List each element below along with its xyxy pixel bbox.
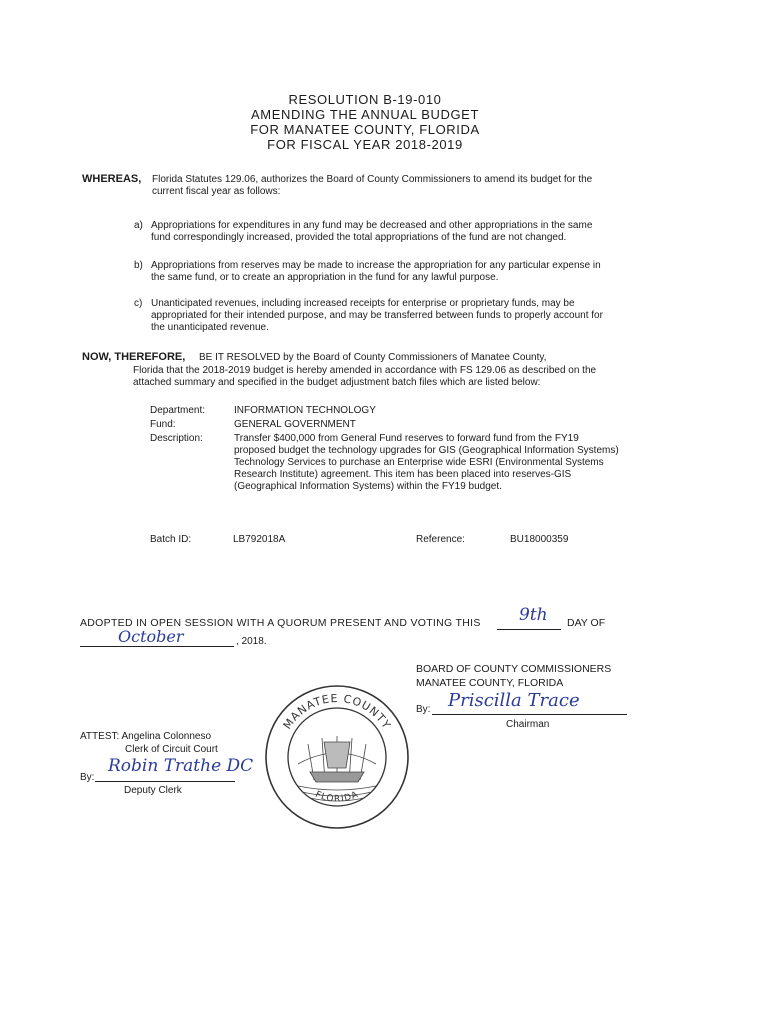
department-label: Department: xyxy=(150,405,206,416)
day-handwritten: 9th xyxy=(519,605,548,625)
description-line-2: proposed budget the technology upgrades for GIS (Geographical Information Systems) xyxy=(234,445,619,456)
now-therefore-line-1: BE IT RESOLVED by the Board of County Commissioners of Manatee County, xyxy=(199,352,547,363)
whereas-line-1: Florida Statutes 129.06, authorizes the Board of County Commissioners to amend its budget for the xyxy=(152,174,593,185)
item-b-line-1: Appropriations from reserves may be made to increase the appropriation for any particular expense in xyxy=(151,260,601,271)
fund-value: GENERAL GOVERNMENT xyxy=(234,419,356,430)
item-c-line-1: Unanticipated revenues, including increased receipts for enterprise or proprietary funds, may be xyxy=(151,298,575,309)
seal-bottom-text: FLORIDA xyxy=(313,789,361,805)
title-line-2: AMENDING THE ANNUAL BUDGET xyxy=(251,107,479,122)
resolution-title xyxy=(0,92,730,152)
description-line-4: Research Institute) agreement. This item has been placed into reserves-GIS xyxy=(234,469,572,480)
day-of-text: DAY OF xyxy=(567,617,606,629)
county-seal xyxy=(262,682,412,832)
board-line-1: BOARD OF COUNTY COMMISSIONERS xyxy=(416,663,612,675)
year-text: , 2018. xyxy=(236,636,267,647)
seal-top-text: MANATEE COUNTY xyxy=(280,691,394,732)
title-line-1: RESOLUTION B-19-010 xyxy=(288,92,442,107)
whereas-label: WHEREAS, xyxy=(82,173,142,185)
adopted-statement: ADOPTED IN OPEN SESSION WITH A QUORUM PRESENT AND VOTING THIS xyxy=(80,617,481,629)
reference-label: Reference: xyxy=(416,534,465,545)
item-a-text xyxy=(151,220,711,244)
description-label: Description: xyxy=(150,433,203,444)
description-text xyxy=(234,433,654,493)
deputy-clerk-signature: Robin Trathe DC xyxy=(108,756,254,776)
title-line-4: FOR FISCAL YEAR 2018-2019 xyxy=(267,137,463,152)
chairman-title: Chairman xyxy=(506,719,550,730)
item-c-marker: c) xyxy=(134,298,143,309)
item-c-line-2: appropriated for their intended purpose, and may be transferred between funds to properly account for xyxy=(151,310,603,321)
month-line xyxy=(80,646,234,647)
item-b-marker: b) xyxy=(134,260,143,271)
batch-id-label: Batch ID: xyxy=(150,534,192,545)
whereas-paragraph xyxy=(152,174,712,198)
description-line-1: Transfer $400,000 from General Fund reserves to forward fund from the FY19 xyxy=(234,433,579,444)
description-line-3: Technology Services to purchase an Enterprise wide ESRI (Environmental Systems xyxy=(234,457,604,468)
deputy-clerk-title: Deputy Clerk xyxy=(124,785,182,796)
attest-line-1: ATTEST: Angelina Colonneso xyxy=(80,731,212,742)
item-c-line-3: the unanticipated revenue. xyxy=(151,322,269,333)
reference-value: BU18000359 xyxy=(510,534,569,545)
now-therefore-label: NOW, THEREFORE, xyxy=(82,351,186,363)
item-a-line-1: Appropriations for expenditures in any fund may be decreased and other appropriations in the same xyxy=(151,220,593,231)
now-therefore-line-3: attached summary and specified in the budget adjustment batch files which are listed below: xyxy=(133,377,541,388)
attest-by-label: By: xyxy=(80,772,95,783)
attest-line-2: Clerk of Circuit Court xyxy=(125,744,218,755)
county-seal-icon xyxy=(262,682,412,832)
item-c-text xyxy=(151,298,711,334)
fund-label: Fund: xyxy=(150,419,176,430)
board-line-2: MANATEE COUNTY, FLORIDA xyxy=(416,677,564,689)
svg-text:FLORIDA xyxy=(314,790,361,805)
now-therefore-paragraph xyxy=(133,365,713,389)
chairman-signature: Priscilla Trace xyxy=(448,690,580,711)
item-a-marker: a) xyxy=(134,220,143,231)
whereas-line-2: current fiscal year as follows: xyxy=(152,186,281,197)
day-line xyxy=(497,629,561,630)
description-line-5: (Geographical Information Systems) within the FY19 budget. xyxy=(234,481,502,492)
item-a-line-2: fund correspondingly increased, provided the total appropriations of the fund are not changed. xyxy=(151,232,567,243)
batch-id-value: LB792018A xyxy=(233,534,286,545)
month-handwritten: October xyxy=(118,627,184,646)
title-line-3: FOR MANATEE COUNTY, FLORIDA xyxy=(250,122,480,137)
now-therefore-line-2: Florida that the 2018-2019 budget is hereby amended in accordance with FS 129.06 as described on the xyxy=(133,365,597,376)
board-by-label: By: xyxy=(416,704,431,715)
department-value: INFORMATION TECHNOLOGY xyxy=(234,405,376,416)
item-b-line-2: the same fund, or to create an appropriation in the fund for any lawful purpose. xyxy=(151,272,499,283)
item-b-text xyxy=(151,260,711,284)
board-signature-line xyxy=(432,714,627,715)
attest-signature-line xyxy=(95,781,235,782)
